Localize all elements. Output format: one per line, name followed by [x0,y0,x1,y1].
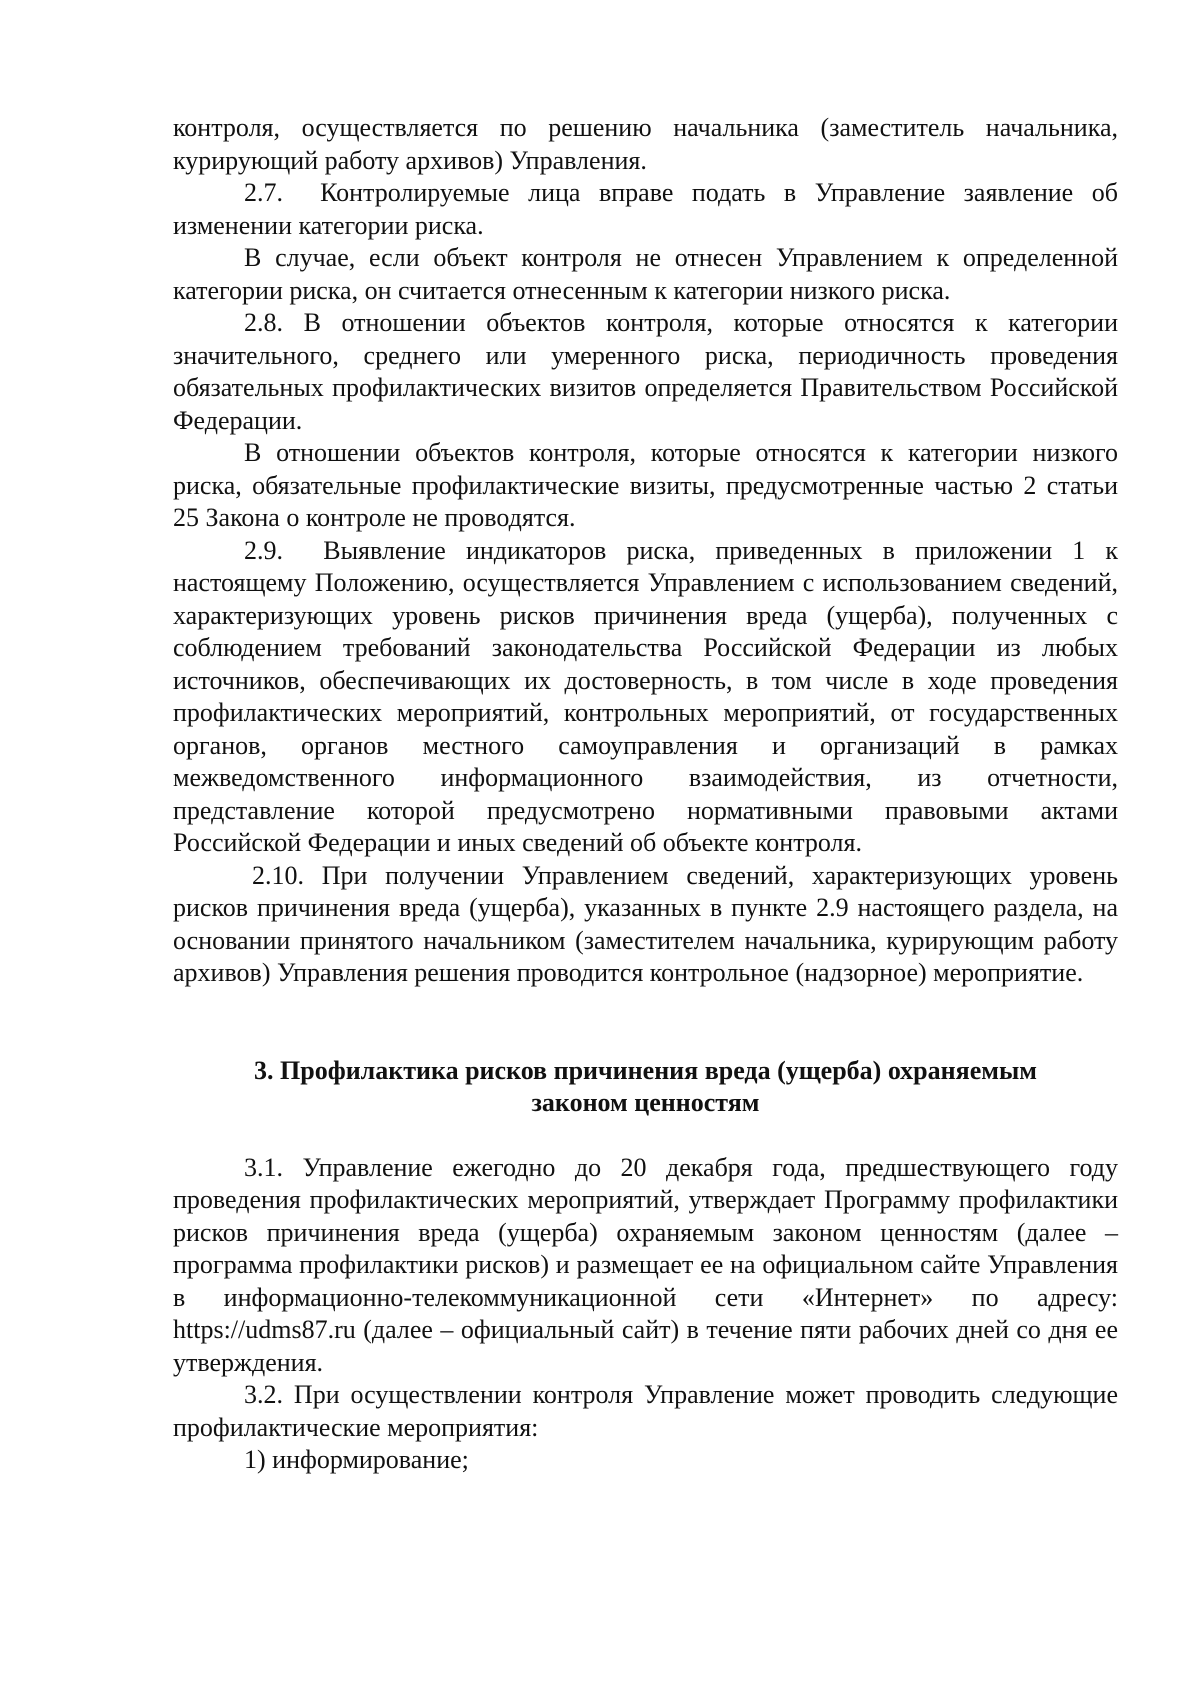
section-heading-3: 3. Профилактика рисков причинения вреда (ущерба) охраняемым законом ценностям [254,1055,1037,1117]
paragraph-continuation: контроля, осуществляется по решению начальника (заместитель начальника, курирующий работу архивов) Управления. [173,113,1118,175]
list-item-1: 1) информирование; [244,1445,469,1474]
paragraph-risk-default: В случае, если объект контроля не отнесен Управлением к определенной категории риска, он считается отнесенным к категории низкого риска. [173,243,1118,305]
paragraph-2-9: 2.9. Выявление индикаторов риска, приведенных в приложении 1 к настоящему Положению, осуществляется Управлением с использованием сведений, характеризующих уровень рисков причинения вреда (ущерба), полученных с соблюдением требований законодательства Российской Федерации из любых источников, обеспечивающих их достоверность, в том числе в ходе проведения профилактических мероприятий, контрольных мероприятий, от государственных органов, органов местного самоуправления и организаций в рамках межведомственного информационного взаимодействия, из отчетности, представление которой предусмотрено нормативными правовыми актами Российской Федерации и иных сведений об объекте контроля. [173,535,1118,857]
paragraph-low-risk: В отношении объектов контроля, которые относятся к категории низкого риска, обязательные профилактические визиты, предусмотренные частью 2 статьи 25 Закона о контроле не проводятся. [173,438,1118,532]
document-page [173,112,1118,1477]
paragraph-3-2: 3.2. При осуществлении контроля Управление может проводить следующие профилактические мероприятия: [173,1380,1118,1442]
paragraph-2-7: 2.7. Контролируемые лица вправе подать в Управление заявление об изменении категории риска. [173,178,1118,240]
paragraph-3-1: 3.1. Управление ежегодно до 20 декабря года, предшествующего году проведения профилактических мероприятий, утверждает Программу профилактики рисков причинения вреда (ущерба) охраняемым законом ценностям (далее – программа профилактики рисков) и размещает ее на официальном сайте Управления в информационно-телекоммуникационной сети «Интернет» по адресу: https://udms87.ru (далее – официальный сайт) в течение пяти рабочих дней со дня ее утверждения. [173,1152,1118,1377]
paragraph-2-8: 2.8. В отношении объектов контроля, которые относятся к категории значительного, среднего или умеренного риска, периодичность проведения обязательных профилактических визитов определяется Правительством Российской Федерации. [173,308,1118,435]
paragraph-2-10: 2.10. При получении Управлением сведений, характеризующих уровень рисков причинения вреда (ущерба), указанных в пункте 2.9 настоящего раздела, на основании принятого начальником (заместителем начальника, курирующим работу архивов) Управления решения проводится контрольное (надзорное) мероприятие. [173,860,1118,987]
